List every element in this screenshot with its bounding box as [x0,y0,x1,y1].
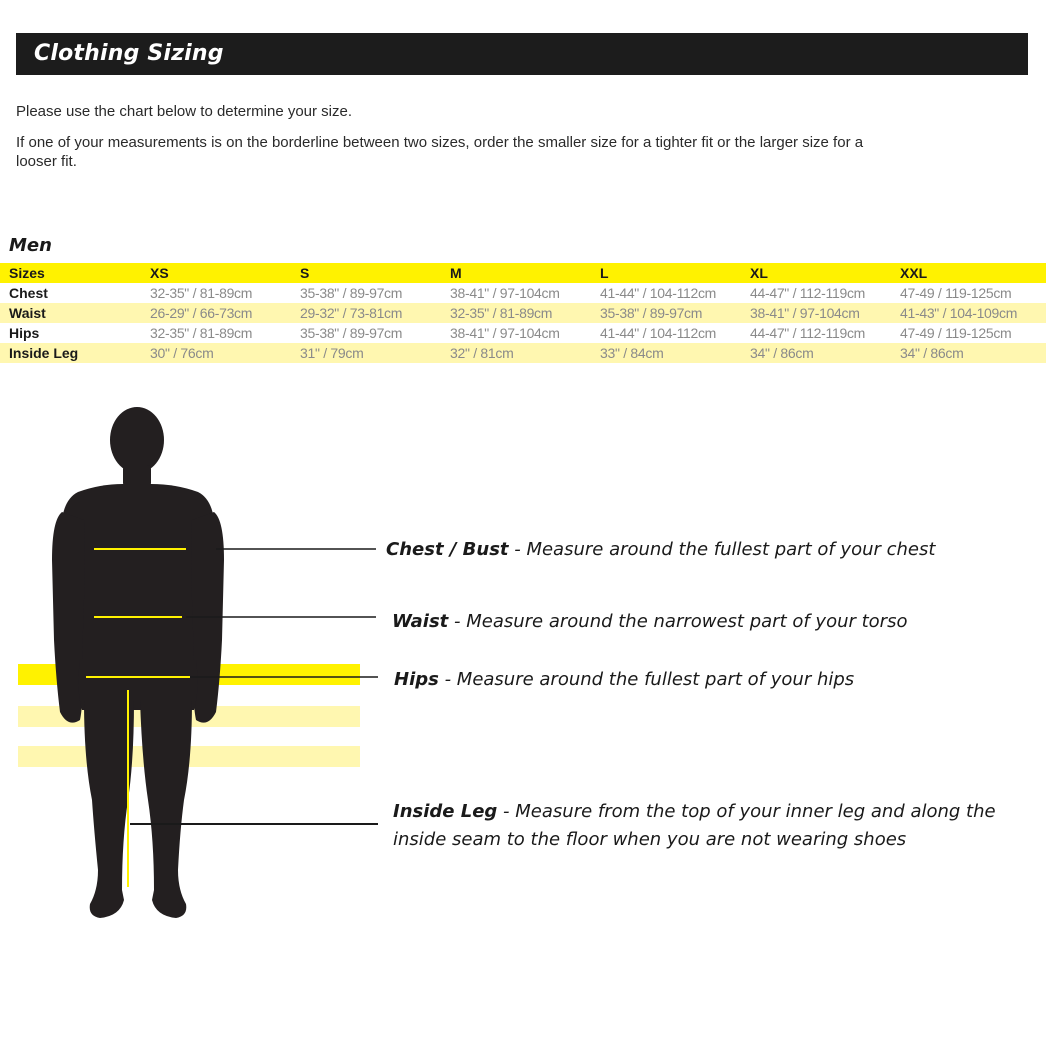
table-cell: 47-49 / 119-125cm [900,325,1012,341]
annotation-text: - Measure from the top of your inner leg and along the [497,801,996,822]
table-cell: 41-43" / 104-109cm [900,305,1018,321]
table-cell: 32-35" / 81-89cm [150,325,253,341]
row-label: Chest [9,285,48,301]
annotation-term: Waist [392,611,449,632]
table-cell: 29-32" / 73-81cm [300,305,403,321]
table-cell: 26-29" / 66-73cm [150,305,253,321]
annotation-text-continued: inside seam to the floor when you are not wearing shoes [393,829,907,850]
size-header: XXL [900,265,928,281]
row-label: Hips [9,325,40,341]
table-header-row [0,263,1046,283]
annotation-chest [386,536,935,564]
annotation-text: - Measure around the fullest part of your hips [438,669,855,690]
table-cell: 34" / 86cm [900,345,964,361]
table-cell: 41-44" / 104-112cm [600,325,717,341]
table-cell: 31" / 79cm [300,345,364,361]
table-cell: 38-41" / 97-104cm [450,285,560,301]
annotation-term: Inside Leg [393,801,498,822]
header-sizes-label: Sizes [9,265,45,281]
table-cell: 32" / 81cm [450,345,514,361]
table-cell: 38-41" / 97-104cm [450,325,560,341]
annotation-term: Hips [394,669,439,690]
table-cell: 32-35" / 81-89cm [450,305,553,321]
table-cell: 38-41" / 97-104cm [750,305,860,321]
size-header: L [600,265,609,281]
table-cell: 41-44" / 104-112cm [600,285,717,301]
size-header: M [450,265,462,281]
size-header: S [300,265,310,281]
table-cell: 35-38" / 89-97cm [300,285,403,301]
annotation-term: Chest / Bust [386,539,509,560]
annotation-text: - Measure around the fullest part of your chest [508,539,936,560]
header-bar [16,33,1028,75]
table-cell: 34" / 86cm [750,345,814,361]
table-row-inside-leg [0,343,1046,363]
body-silhouette-icon [52,407,224,918]
size-header: XL [750,265,768,281]
table-cell: 30" / 76cm [150,345,214,361]
size-chart-table [0,263,1046,363]
row-label: Waist [9,305,46,321]
table-cell: 44-47" / 112-119cm [750,285,866,301]
size-header: XS [150,265,169,281]
table-row-chest [0,283,1046,303]
table-row-hips [0,323,1046,343]
annotation-hips [394,666,854,694]
intro-instruction: Please use the chart below to determine your size. [16,103,353,120]
table-cell: 33" / 84cm [600,345,664,361]
table-cell: 35-38" / 89-97cm [600,305,703,321]
table-cell: 35-38" / 89-97cm [300,325,403,341]
section-label-men: Men [9,235,52,256]
annotation-inside-leg [393,798,996,854]
table-row-waist [0,303,1046,323]
annotation-waist [392,608,907,636]
annotation-text: - Measure around the narrowest part of your torso [448,611,908,632]
page-title: Clothing Sizing [34,41,224,66]
intro-borderline-note: If one of your measurements is on the borderline between two sizes, order the smaller size for a tighter fit or the larger size for a looser fit. [16,134,864,170]
table-cell: 44-47" / 112-119cm [750,325,866,341]
row-label: Inside Leg [9,345,79,361]
table-cell: 47-49 / 119-125cm [900,285,1012,301]
table-cell: 32-35" / 81-89cm [150,285,253,301]
